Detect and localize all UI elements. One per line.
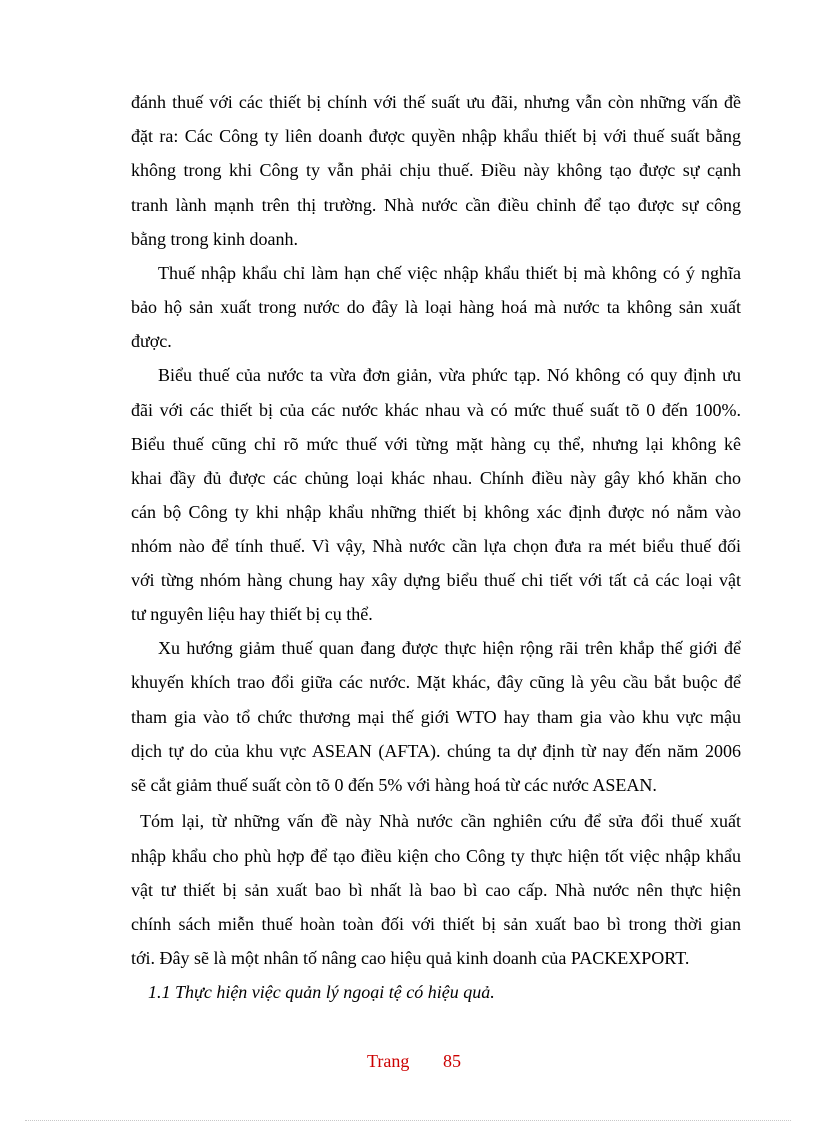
- paragraph-line: cán bộ Công ty khi nhập khẩu những thiết bị không xác định được nó nằm vào: [131, 502, 741, 522]
- paragraph-line: Xu hướng giảm thuế quan đang được thực hiện rộng rãi trên khắp thế giới để: [158, 638, 741, 658]
- paragraph-line: tham gia vào tổ chức thương mại thế giới WTO hay tham gia vào khu vực mậu: [131, 707, 741, 727]
- paragraph-line: Biểu thuế cũng chỉ rõ mức thuế với từng mặt hàng cụ thể, nhưng lại không kê: [131, 434, 741, 454]
- paragraph-line: Thuế nhập khẩu chỉ làm hạn chế việc nhập khẩu thiết bị mà không có ý nghĩa: [158, 263, 741, 283]
- paragraph-line: vật tư thiết bị sản xuất bao bì nhất là bao bì cao cấp. Nhà nước nên thực hiện: [131, 880, 741, 900]
- paragraph-line: bảo hộ sản xuất trong nước do đây là loại hàng hoá mà nước ta không sản xuất: [131, 297, 741, 317]
- paragraph-line: bằng trong kinh doanh.: [131, 229, 298, 249]
- paragraph-line: khai đầy đủ được các chủng loại khác nhau. Chính điều này gây khó khăn cho: [131, 468, 741, 488]
- paragraph-line: tư nguyên liệu hay thiết bị cụ thể.: [131, 604, 373, 624]
- paragraph-line: đặt ra: Các Công ty liên doanh được quyền nhập khẩu thiết bị với thuế suất bằng: [131, 126, 741, 146]
- page-number: 85: [443, 1051, 461, 1071]
- paragraph-line: tranh lành mạnh trên thị trường. Nhà nước cần điều chỉnh để tạo được sự công: [131, 195, 741, 215]
- paragraph-line: nhóm nào để tính thuế. Vì vậy, Nhà nước cần lựa chọn đưa ra mét biểu thuế đối: [131, 536, 741, 556]
- page-bottom-divider: [25, 1120, 791, 1121]
- page-label: Trang: [367, 1051, 410, 1071]
- paragraph-line: chính sách miễn thuế hoàn toàn đối với thiết bị sản xuất bao bì trong thời gian: [131, 914, 741, 934]
- paragraph-line: đánh thuế với các thiết bị chính với thế suất ưu đãi, nhưng vẫn còn những vấn đề: [131, 92, 741, 112]
- paragraph-line: Tóm lại, từ những vấn đề này Nhà nước cần nghiên cứu để sửa đổi thuế xuất: [140, 811, 741, 831]
- section-heading: 1.1 Thực hiện việc quản lý ngoại tệ có hiệu quả.: [148, 982, 495, 1002]
- paragraph-line: không trong khi Công ty vẫn phải chịu thuế. Điều này không tạo được sự cạnh: [131, 160, 741, 180]
- paragraph-line: đãi với các thiết bị của các nước khác nhau và có mức thuế suất tõ 0 đến 100%.: [131, 400, 741, 420]
- paragraph-line: Biểu thuế của nước ta vừa đơn giản, vừa phức tạp. Nó không có quy định ưu: [158, 365, 741, 385]
- paragraph-line: tới. Đây sẽ là một nhân tố nâng cao hiệu quả kinh doanh của PACKEXPORT.: [131, 948, 690, 968]
- paragraph-line: dịch tự do của khu vực ASEAN (AFTA). chúng ta dự định từ nay đến năm 2006: [131, 741, 741, 761]
- paragraph-line: được.: [131, 331, 172, 351]
- paragraph-line: nhập khẩu cho phù hợp để tạo điều kiện cho Công ty thực hiện tốt việc nhập khẩu: [131, 846, 741, 866]
- paragraph-line: với từng nhóm hàng chung hay xây dựng biểu thuế chi tiết với tất cả các loại vật: [131, 570, 741, 590]
- paragraph-line: khuyến khích trao đổi giữa các nước. Mặt khác, đây cũng là yêu cầu bắt buộc để: [131, 672, 741, 692]
- paragraph-line: sẽ cắt giảm thuế suất còn tõ 0 đến 5% với hàng hoá từ các nước ASEAN.: [131, 775, 657, 795]
